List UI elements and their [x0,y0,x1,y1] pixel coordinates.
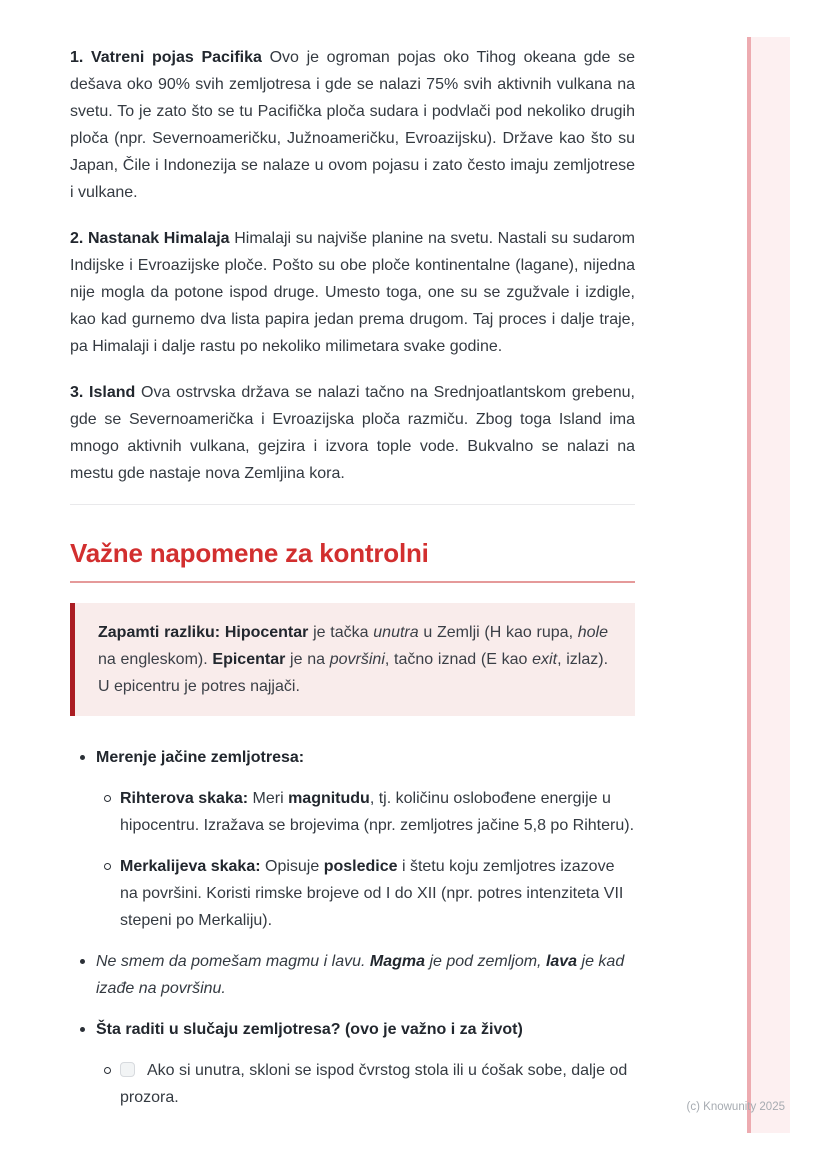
section-divider [70,504,635,505]
checkbox[interactable] [120,1062,135,1077]
intro-paragraphs [70,44,635,487]
text-run: Ova ostrvska država se nalazi tačno na Srednjoatlantskom grebenu, gde se Severnoamerička i Evroazijska ploča razmiču. Zbog toga Island ima mnogo aktivnih vulkana, gejzira i izvora tople vode. Bukvalno se nalazi na mestu gde nastaje nova Zemljina kora. [70,384,635,482]
text-run: Magma [369,953,425,970]
text-run: je pod zemljom, [425,953,546,970]
callout-text [98,619,608,700]
notes-list [70,744,635,1111]
text-run: Zapamti razliku: Hipocentar [98,624,309,641]
paragraph [70,379,635,487]
text-run: hole [577,624,608,641]
text-run: Merenje jačine zemljotresa: [96,749,305,766]
text-run: , tačno iznad (E kao [384,651,533,668]
text-run: je kad izađe na površinu. [96,953,625,997]
text-run: na engleskom). [98,651,213,668]
sub-list [96,785,635,934]
text-run: u Zemlji (H kao rupa, [418,624,578,641]
text-run: 1. Vatreni pojas Pacifika [70,49,262,66]
sub-list [96,1057,635,1111]
text-run: Opisuje [260,858,324,875]
callout-box [70,603,635,716]
list-item [70,948,635,1002]
text-run: 2. Nastanak Himalaja [70,230,230,247]
text-run: magnitudu [288,790,370,807]
paragraph [70,225,635,360]
text-run: Ako si unutra, skloni se ispod čvrstog stola ili u ćošak sobe, dalje od prozora. [120,1062,628,1106]
text-run: Ne smem da pomešam magmu i lavu. [96,953,370,970]
document-content [70,44,635,1125]
text-run: je tačka [308,624,374,641]
text-run: površini [329,651,385,668]
text-run: , izlaz). U epicentru je potres najjači. [98,651,609,695]
text-run: Merkalijeva skaka: [120,858,261,875]
text-run: Šta raditi u slučaju zemljotresa? (ovo je važno i za život) [96,1021,523,1038]
text-run: unutra [373,624,419,641]
text-run: 3. Island [70,384,136,401]
text-run: Rihterova skaka: [120,790,249,807]
text-run: Ovo je ogroman pojas oko Tihog okeana gde se dešava oko 90% svih zemljotresa i gde se nalazi 75% svih aktivnih vulkana na svetu. To je zato što se tu Pacifička ploča sudara i podvlači pod nekoliko drugih ploča (npr. Severnoameričku, Južnoameričku, Evroazijsku). Države kao što su Japan, Čile i Indonezija se nalaze u ovom pojasu i zato često imaju zemljotrese i vulkane. [70,49,636,201]
sub-list-item [96,785,635,839]
watermark-text: (c) Knowunity 2025 [686,1101,785,1113]
text-run: je na [285,651,330,668]
paragraph [70,44,635,206]
pink-margin-bar [747,37,790,1133]
text-run: i štetu koju zemljotres izazove na površini. Koristi rimske brojeve od I do XII (npr. potres intenziteta VII stepeni po Merkaliju). [120,858,624,929]
list-item [70,744,635,934]
sub-list-item [96,1057,635,1111]
text-run: posledice [323,858,398,875]
text-run: , tj. količinu oslobođene energije u hipocentru. Izražava se brojevima (npr. zemljotres jačine 5,8 po Rihteru). [120,790,635,834]
text-run: Himalaji su najviše planine na svetu. Nastali su sudarom Indijske i Evroazijske ploče. Pošto su obe ploče kontinentalne (lagane), nijedna nije mogla da potone ispod druge. Umesto toga, one su se zgužvale i izdigle, kao kad gurnemo dva lista papira jedan prema drugom. Taj proces i dalje traje, pa Himalaji i dalje rastu po nekoliko milimetara svake godine. [70,230,636,355]
text-run: Meri [248,790,289,807]
section-title: Važne napomene za kontrolni [70,538,429,568]
text-run: lava [545,953,578,970]
sub-list-item [96,853,635,934]
text-run: exit [532,651,558,668]
text-run: Epicentar [212,651,286,668]
section-title-underline [70,581,635,583]
list-item [70,1016,635,1111]
